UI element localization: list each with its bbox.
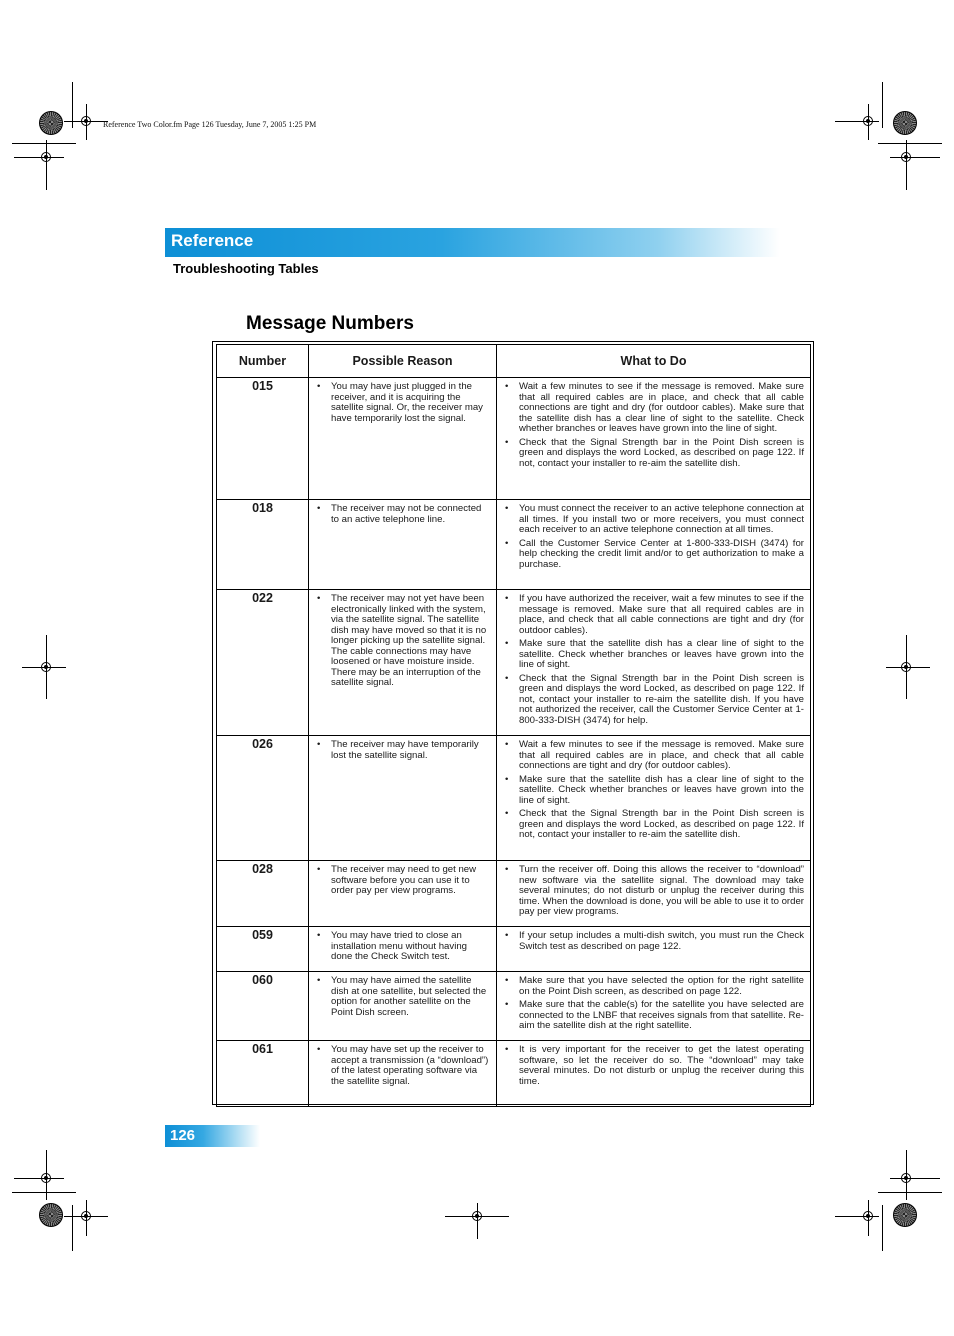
list-item: • Check that the Signal Strength bar in the Point Dish screen is green and displays the word Locked, as described on page 122. If not, contact your installer to re-aim the satellite dish. If you have not authorized the receiver, call the Customer Service Center at 1-800-333-DISH (3474) for help. <box>503 674 804 727</box>
color-target-icon <box>39 111 63 135</box>
registration-mark-icon <box>39 150 53 164</box>
table-row <box>217 378 811 500</box>
list-item: • The receiver may not yet have been electronically linked with the system, via the satellite signal. The satellite dish may have moved so that it is no longer picking up the satellite signal. The cable connections may have loosened or have moisture inside. There may be an interruption of the satellite signal. <box>315 594 490 689</box>
list-item: • You may have set up the receiver to accept a transmission (a “download”) of the latest operating software via the satellite signal. <box>315 1045 490 1087</box>
reason-cell <box>309 927 497 972</box>
table-header-row <box>217 345 811 378</box>
action-cell <box>497 736 811 861</box>
list-item: • Make sure that the satellite dish has a clear line of sight to the satellite. Check whether branches or leaves have grown into the line of sight. <box>503 639 804 671</box>
message-number: 015 <box>217 378 309 500</box>
registration-mark-icon <box>899 1171 913 1185</box>
reason-cell <box>309 378 497 500</box>
message-number: 022 <box>217 590 309 736</box>
table-row <box>217 736 811 861</box>
column-header-number: Number <box>217 345 309 378</box>
reason-cell <box>309 500 497 590</box>
table-row <box>217 861 811 927</box>
message-number: 060 <box>217 972 309 1041</box>
message-number: 059 <box>217 927 309 972</box>
list-item: • You may have tried to close an installation menu without having done the Check Switch test. <box>315 931 490 963</box>
message-number: 028 <box>217 861 309 927</box>
page-title: Message Numbers <box>246 313 414 334</box>
action-cell <box>497 927 811 972</box>
registration-mark-icon <box>79 1209 93 1223</box>
color-target-icon <box>893 111 917 135</box>
list-item: • The receiver may not be connected to an active telephone line. <box>315 504 490 525</box>
reason-cell <box>309 590 497 736</box>
color-target-icon <box>39 1203 63 1227</box>
list-item: • It is very important for the receiver to get the latest operating software, so let the receiver do so. The “download” may take several minutes. Do not disturb or unplug the receiver during this time. <box>503 1045 804 1087</box>
page-number-bar <box>165 1125 260 1147</box>
print-header: Reference Two Color.fm Page 126 Tuesday, June 7, 2005 1:25 PM <box>103 120 317 129</box>
message-number: 018 <box>217 500 309 590</box>
list-item: • You must connect the receiver to an active telephone connection at all times. If you install two or more receivers, you must connect each receiver to an active telephone connection at all times. <box>503 504 804 536</box>
column-header-reason: Possible Reason <box>309 345 497 378</box>
list-item: • Make sure that you have selected the option for the right satellite on the Point Dish screen, as described on page 122. <box>503 976 804 997</box>
action-cell <box>497 972 811 1041</box>
table-row <box>217 1041 811 1107</box>
registration-mark-icon <box>39 660 53 674</box>
table-row <box>217 500 811 590</box>
registration-mark-icon <box>899 660 913 674</box>
action-cell <box>497 861 811 927</box>
list-item: • The receiver may need to get new software before you can use it to order pay per view programs. <box>315 865 490 897</box>
action-cell <box>497 590 811 736</box>
banner-title: Reference <box>171 231 254 250</box>
list-item: • Turn the receiver off. Doing this allows the receiver to “download” new software via the satellite signal. The download may take several minutes; do not disturb or unplug the receiver during this time. When the download is done, you will be able to use it to order pay per view programs. <box>503 865 804 918</box>
action-cell <box>497 378 811 500</box>
table-row <box>217 590 811 736</box>
registration-mark-icon <box>861 1209 875 1223</box>
registration-mark-icon <box>79 114 93 128</box>
column-header-action: What to Do <box>497 345 811 378</box>
list-item: • If your setup includes a multi-dish switch, you must run the Check Switch test as described on page 122. <box>503 931 804 952</box>
list-item: • The receiver may have temporarily lost the satellite signal. <box>315 740 490 761</box>
subheading: Troubleshooting Tables <box>173 261 319 276</box>
registration-mark-icon <box>470 1209 484 1223</box>
list-item: • Wait a few minutes to see if the message is removed. Make sure that all required cables are in place, and check that all cable connections are tight and dry (for outdoor cables). <box>503 740 804 772</box>
reason-cell <box>309 972 497 1041</box>
reason-cell <box>309 861 497 927</box>
message-number: 061 <box>217 1041 309 1107</box>
action-cell <box>497 1041 811 1107</box>
message-number: 026 <box>217 736 309 861</box>
action-cell <box>497 500 811 590</box>
list-item: • Make sure that the cable(s) for the satellite you have selected are connected to the LNBF that receives signals from that satellite. Re-aim the satellite dish at the right satellite. <box>503 1000 804 1032</box>
table-row <box>217 972 811 1041</box>
registration-mark-icon <box>861 114 875 128</box>
list-item: • You may have aimed the satellite dish at one satellite, but selected the option for another satellite on the Point Dish screen. <box>315 976 490 1018</box>
list-item: • You may have just plugged in the receiver, and it is acquiring the satellite signal. Or, the receiver may have temporarily lost the signal. <box>315 382 490 424</box>
reason-cell <box>309 736 497 861</box>
list-item: • Call the Customer Service Center at 1-800-333-DISH (3474) for help checking the credit limit and/or to get authorization to make a purchase. <box>503 539 804 571</box>
list-item: • If you have authorized the receiver, wait a few minutes to see if the message is removed. Make sure that all required cables are in place, and check that all cable connections are tight and dry (for outdoor cables). <box>503 594 804 636</box>
registration-mark-icon <box>39 1171 53 1185</box>
color-target-icon <box>893 1203 917 1227</box>
reason-cell <box>309 1041 497 1107</box>
table-row <box>217 927 811 972</box>
list-item: • Check that the Signal Strength bar in the Point Dish screen is green and displays the word Locked, as described on page 122. If not, contact your installer to re-aim the satellite dish. <box>503 809 804 841</box>
registration-mark-icon <box>899 150 913 164</box>
message-numbers-table <box>216 344 811 1107</box>
list-item: • Make sure that the satellite dish has a clear line of sight to the satellite. Check whether branches or leaves have grown into the line of sight. <box>503 775 804 807</box>
page-number: 126 <box>170 1127 196 1144</box>
section-banner <box>165 228 780 257</box>
list-item: • Check that the Signal Strength bar in the Point Dish screen is green and displays the word Locked, as described on page 122. If not, contact your installer to re-aim the satellite dish. <box>503 438 804 470</box>
list-item: • Wait a few minutes to see if the message is removed. Make sure that all required cables are in place, and check that all cable connections are tight and dry (for outdoor cables). Make sure that the satellite dish has a clear line of sight to the satellite. Check whether branches or leaves have grown into the line of sight. <box>503 382 804 435</box>
